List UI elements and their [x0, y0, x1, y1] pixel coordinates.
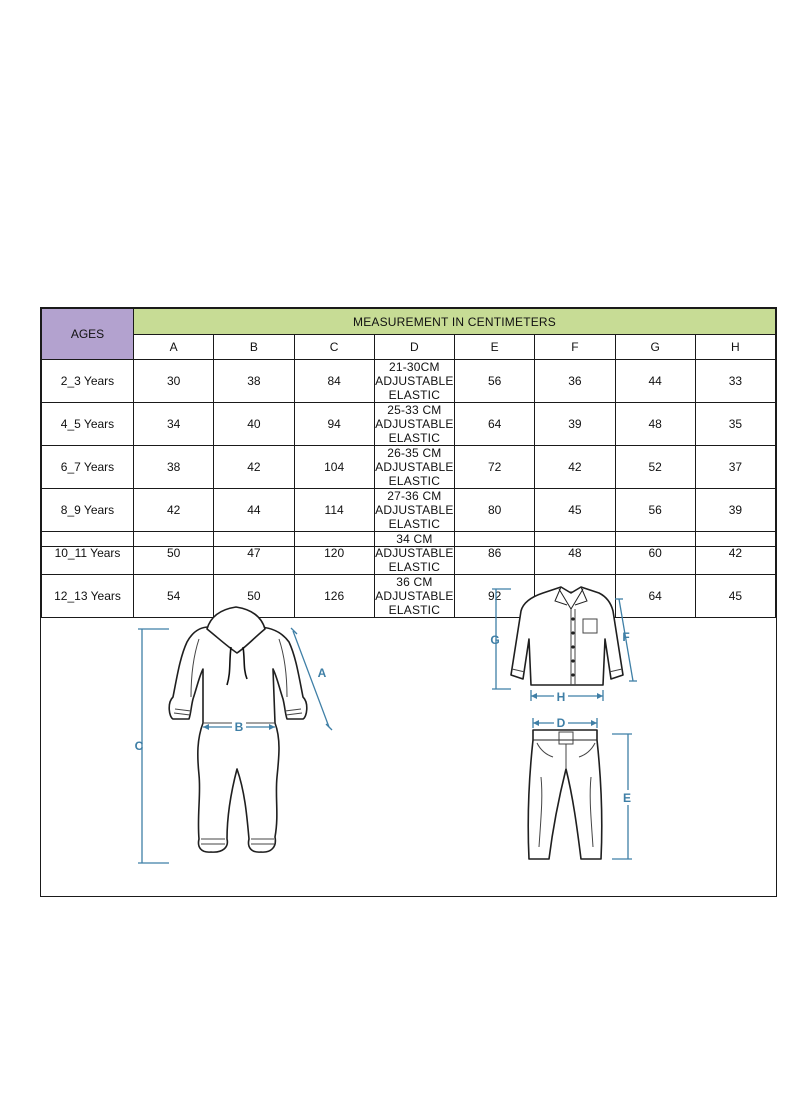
- value-cell-b: 50: [214, 575, 294, 618]
- value-cell-f: 36: [535, 360, 615, 403]
- value-cell-e: 86: [455, 532, 535, 575]
- dim-label-h: H: [556, 690, 566, 704]
- dim-label-e: E: [622, 791, 632, 805]
- value-cell-a: 30: [134, 360, 214, 403]
- table-row: [42, 489, 776, 532]
- column-header-f: F: [535, 335, 615, 360]
- value-cell-b: 38: [214, 360, 294, 403]
- age-cell: 12_13 Years: [42, 575, 134, 618]
- dim-label-g: G: [490, 633, 500, 647]
- column-header-a: A: [134, 335, 214, 360]
- value-cell-d: 21-30CM ADJUSTABLE ELASTIC: [375, 360, 454, 402]
- value-cell-a: 38: [134, 446, 214, 489]
- shirt-illustration: [511, 587, 623, 685]
- value-cell-e: 92: [455, 575, 535, 618]
- value-cell-g: 52: [615, 446, 695, 489]
- dimension-d: [533, 716, 597, 730]
- value-cell-c: 94: [294, 403, 374, 446]
- dimension-c: [135, 629, 169, 863]
- ages-header: AGES: [42, 309, 134, 360]
- age-cell: 6_7 Years: [42, 446, 134, 489]
- dimension-e: [612, 734, 634, 859]
- size-chart: [40, 307, 777, 897]
- value-cell-a: 54: [134, 575, 214, 618]
- value-cell-h: 35: [695, 403, 775, 446]
- value-cell-c: 104: [294, 446, 374, 489]
- value-cell-f: 39: [535, 403, 615, 446]
- value-cell-d: 34 CM ADJUSTABLE ELASTIC: [375, 532, 454, 574]
- value-cell-d: 27-36 CM ADJUSTABLE ELASTIC: [375, 489, 454, 531]
- pants-illustration: [528, 730, 602, 859]
- value-cell-f: 45: [535, 489, 615, 532]
- value-cell-g: 48: [615, 403, 695, 446]
- value-cell-e: 64: [455, 403, 535, 446]
- column-header-g: G: [615, 335, 695, 360]
- age-cell: 2_3 Years: [42, 360, 134, 403]
- dim-label-c: C: [134, 739, 144, 753]
- value-cell-e: 80: [455, 489, 535, 532]
- dim-label-f: F: [622, 630, 630, 644]
- value-cell-e: 56: [455, 360, 535, 403]
- value-cell-g: 60: [615, 532, 695, 575]
- value-cell-b: 42: [214, 446, 294, 489]
- column-header-d: D: [374, 335, 454, 360]
- value-cell-g: 56: [615, 489, 695, 532]
- value-cell-h: 37: [695, 446, 775, 489]
- dim-label-d: D: [556, 716, 566, 730]
- dim-label-a: A: [317, 666, 327, 680]
- value-cell-g: 44: [615, 360, 695, 403]
- value-cell-c: 114: [294, 489, 374, 532]
- garment-diagrams: [41, 546, 776, 897]
- value-cell-c: 84: [294, 360, 374, 403]
- value-cell-g: 64: [615, 575, 695, 618]
- table-row: [42, 403, 776, 446]
- column-header-e: E: [455, 335, 535, 360]
- age-cell: 8_9 Years: [42, 489, 134, 532]
- value-cell-h: 33: [695, 360, 775, 403]
- value-cell-b: 44: [214, 489, 294, 532]
- value-cell-f: 48: [535, 532, 615, 575]
- value-cell-b: 47: [214, 532, 294, 575]
- value-cell-f: 42: [535, 446, 615, 489]
- dimension-h: [531, 689, 603, 704]
- column-header-c: C: [294, 335, 374, 360]
- column-header-h: H: [695, 335, 775, 360]
- value-cell-a: 50: [134, 532, 214, 575]
- value-cell-b: 40: [214, 403, 294, 446]
- value-cell-d: 25-33 CM ADJUSTABLE ELASTIC: [375, 403, 454, 445]
- value-cell-e: 72: [455, 446, 535, 489]
- measurement-title: MEASUREMENT IN CENTIMETERS: [134, 309, 776, 335]
- value-cell-c: 126: [294, 575, 374, 618]
- value-cell-d: 26-35 CM ADJUSTABLE ELASTIC: [375, 446, 454, 488]
- table-row: [42, 360, 776, 403]
- age-cell: 4_5 Years: [42, 403, 134, 446]
- value-cell-a: 42: [134, 489, 214, 532]
- column-header-b: B: [214, 335, 294, 360]
- age-cell: 10_11 Years: [42, 532, 134, 575]
- table-row: [42, 446, 776, 489]
- dimension-g: [490, 589, 511, 689]
- value-cell-h: 39: [695, 489, 775, 532]
- value-cell-d: 36 CM ADJUSTABLE ELASTIC: [375, 575, 454, 617]
- diagram-canvas: [41, 547, 776, 897]
- value-cell-a: 34: [134, 403, 214, 446]
- dim-label-b: B: [234, 720, 244, 734]
- value-cell-h: 45: [695, 575, 775, 618]
- value-cell-c: 120: [294, 532, 374, 575]
- value-cell-h: 42: [695, 532, 775, 575]
